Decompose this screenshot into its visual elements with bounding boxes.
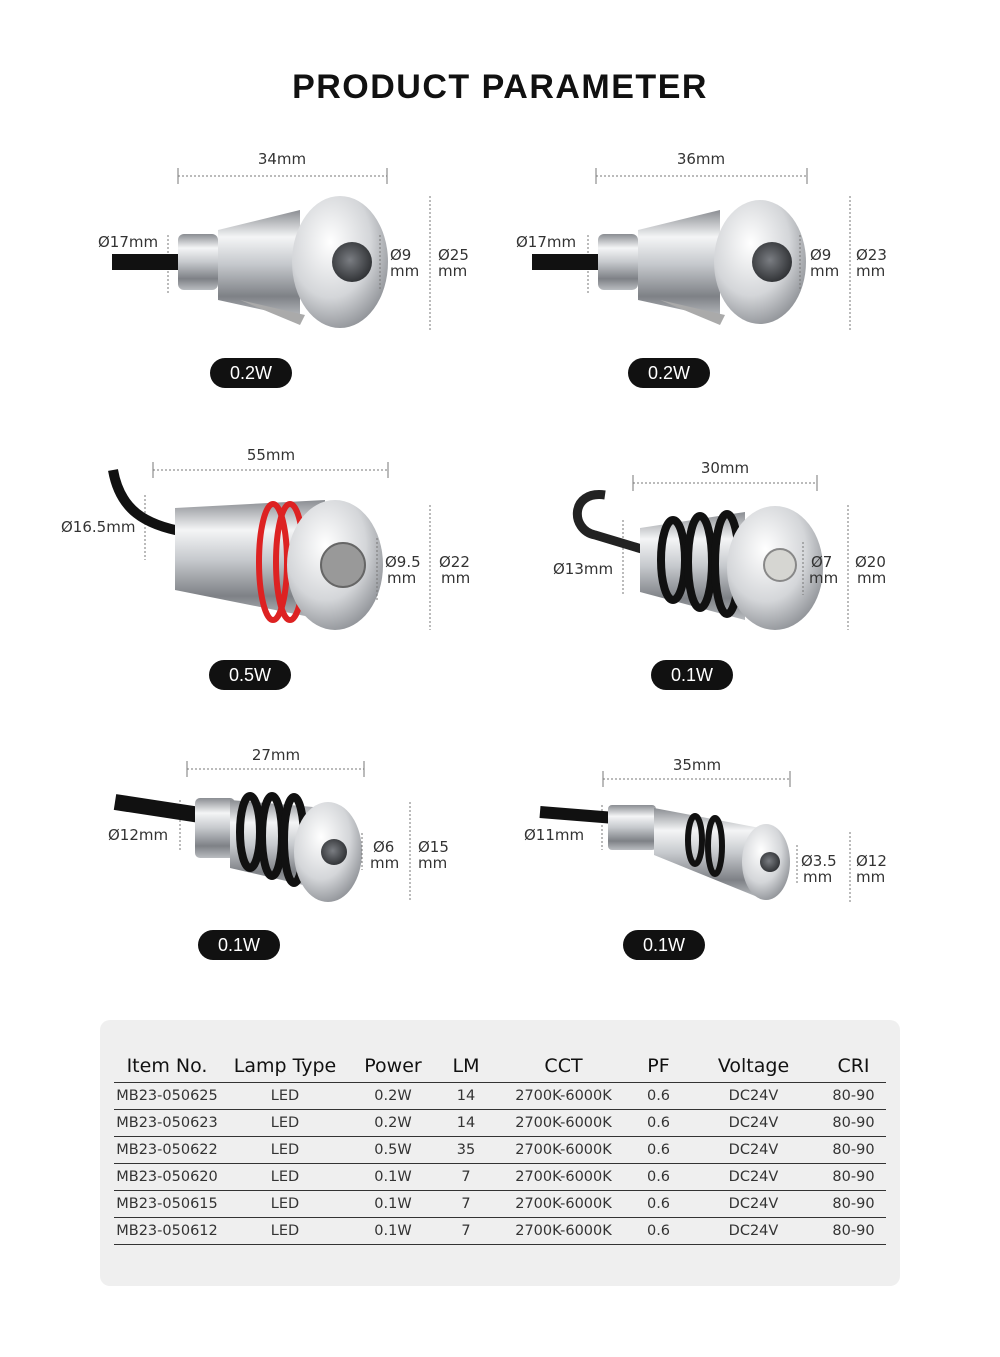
cell-cri: 80-90: [821, 1191, 886, 1218]
header-power: Power: [350, 1050, 436, 1083]
lens-dia-unit: mm: [810, 262, 840, 280]
cell-cri: 80-90: [821, 1137, 886, 1164]
header-lamp-type: Lamp Type: [220, 1050, 350, 1083]
product-panel-1: [90, 140, 510, 430]
lens: [321, 839, 347, 865]
cable: [577, 495, 645, 550]
lens-dia-value: Ø9: [390, 246, 412, 264]
header-voltage: Voltage: [686, 1050, 821, 1083]
cable: [540, 812, 615, 818]
head-dia-unit: mm: [441, 569, 471, 587]
head-dia-unit: mm: [438, 262, 468, 280]
cell-cct: 2700K-6000K: [496, 1191, 631, 1218]
product-drawing-6: [520, 750, 940, 930]
cable: [115, 802, 200, 815]
cell-lm: 7: [436, 1218, 496, 1245]
cell-voltage: DC24V: [686, 1218, 821, 1245]
lens-dia-unit: mm: [809, 569, 839, 587]
cell-pf: 0.6: [631, 1137, 686, 1164]
header-pf: PF: [631, 1050, 686, 1083]
cable: [112, 254, 182, 270]
table-row: [114, 1191, 886, 1218]
cell-voltage: DC24V: [686, 1191, 821, 1218]
gland-nut: [598, 234, 638, 290]
cell-voltage: DC24V: [686, 1083, 821, 1110]
product-drawing-1: [90, 140, 510, 340]
gland-nut: [195, 798, 235, 858]
cell-lm: 7: [436, 1191, 496, 1218]
header-cri: CRI: [821, 1050, 886, 1083]
length-label: 27mm: [251, 746, 301, 764]
head-dia-value: Ø22: [439, 553, 470, 571]
product-panel-3: [55, 440, 475, 730]
cell-power: 0.5W: [350, 1137, 436, 1164]
lens-dia-value: Ø7: [811, 553, 833, 571]
length-label: 30mm: [700, 459, 750, 477]
head-dia-unit: mm: [856, 262, 886, 280]
lens: [760, 852, 780, 872]
lens: [321, 543, 365, 587]
cell-pf: 0.6: [631, 1110, 686, 1137]
cell-cct: 2700K-6000K: [496, 1164, 631, 1191]
product-panel-2: [510, 140, 930, 430]
table-row: [114, 1218, 886, 1245]
length-label: 34mm: [257, 150, 307, 168]
gland-nut: [178, 234, 218, 290]
table-row: [114, 1083, 886, 1110]
cell-lamp-type: LED: [220, 1164, 350, 1191]
cell-lamp-type: LED: [220, 1110, 350, 1137]
power-badge-1: 0.2W: [210, 358, 292, 388]
cable-dia-label: Ø16.5mm: [61, 518, 136, 536]
cell-lm: 14: [436, 1110, 496, 1137]
power-badge-6: 0.1W: [623, 930, 705, 960]
header-lm: LM: [436, 1050, 496, 1083]
cell-voltage: DC24V: [686, 1110, 821, 1137]
head-dia-value: Ø23: [856, 246, 887, 264]
lamp-body: [218, 210, 300, 318]
head-dia-unit: mm: [857, 569, 887, 587]
product-drawing-4: [545, 450, 965, 650]
table-header-row: [114, 1050, 886, 1083]
product-panel-5: [100, 740, 520, 1030]
cell-power: 0.1W: [350, 1191, 436, 1218]
spec-table-panel: [100, 1020, 900, 1286]
header-item-no: Item No.: [114, 1050, 220, 1083]
cell-lamp-type: LED: [220, 1218, 350, 1245]
lamp-body: [638, 210, 720, 318]
head-dia-value: Ø25: [438, 246, 469, 264]
cell-cct: 2700K-6000K: [496, 1110, 631, 1137]
cell-cct: 2700K-6000K: [496, 1137, 631, 1164]
cell-voltage: DC24V: [686, 1164, 821, 1191]
cell-cri: 80-90: [821, 1218, 886, 1245]
cell-lm: 14: [436, 1083, 496, 1110]
head-dia-unit: mm: [418, 854, 448, 872]
power-badge-3: 0.5W: [209, 660, 291, 690]
product-panel-6: [520, 750, 940, 1040]
lens-dia-unit: mm: [370, 854, 400, 872]
cell-voltage: DC24V: [686, 1137, 821, 1164]
cable: [532, 254, 602, 270]
page-title: PRODUCT PARAMETER: [292, 68, 708, 106]
power-badge-4: 0.1W: [651, 660, 733, 690]
lens: [752, 242, 792, 282]
cable-dia-label: Ø11mm: [524, 826, 585, 844]
cell-pf: 0.6: [631, 1164, 686, 1191]
product-drawing-2: [510, 140, 930, 340]
cable-dia-label: Ø12mm: [108, 826, 169, 844]
product-drawing-3: [55, 440, 485, 650]
cell-cct: 2700K-6000K: [496, 1218, 631, 1245]
cell-item-no: MB23-050612: [114, 1218, 220, 1245]
lens-dia-value: Ø9: [810, 246, 832, 264]
cell-power: 0.1W: [350, 1218, 436, 1245]
power-badge-2: 0.2W: [628, 358, 710, 388]
cell-lamp-type: LED: [220, 1191, 350, 1218]
table-row: [114, 1137, 886, 1164]
cell-cri: 80-90: [821, 1164, 886, 1191]
cell-pf: 0.6: [631, 1218, 686, 1245]
cell-power: 0.2W: [350, 1110, 436, 1137]
cell-cri: 80-90: [821, 1083, 886, 1110]
cell-cct: 2700K-6000K: [496, 1083, 631, 1110]
table-row: [114, 1110, 886, 1137]
lens: [332, 242, 372, 282]
table-row: [114, 1164, 886, 1191]
gland-nut: [608, 805, 656, 850]
lens-dia-unit: mm: [387, 569, 417, 587]
product-drawing-5: [100, 740, 520, 930]
cable-dia-label: Ø17mm: [516, 233, 577, 251]
power-badge-5: 0.1W: [198, 930, 280, 960]
cell-item-no: MB23-050622: [114, 1137, 220, 1164]
cable-dia-label: Ø17mm: [98, 233, 159, 251]
spec-table: [114, 1050, 886, 1245]
cell-power: 0.1W: [350, 1164, 436, 1191]
lens-dia-value: Ø9.5: [385, 553, 421, 571]
head-dia-value: Ø15: [418, 838, 449, 856]
lens-dia-value: Ø6: [373, 838, 395, 856]
cell-pf: 0.6: [631, 1083, 686, 1110]
length-label: 35mm: [672, 756, 722, 774]
lens: [764, 549, 796, 581]
cable-dia-label: Ø13mm: [553, 560, 614, 578]
head-dia-value: Ø12: [856, 852, 887, 870]
cell-lamp-type: LED: [220, 1137, 350, 1164]
cell-pf: 0.6: [631, 1191, 686, 1218]
cell-item-no: MB23-050623: [114, 1110, 220, 1137]
length-label: 55mm: [246, 446, 296, 464]
lens-dia-unit: mm: [803, 868, 833, 886]
lens-dia-value: Ø3.5: [801, 852, 837, 870]
head-dia-unit: mm: [856, 868, 886, 886]
cell-item-no: MB23-050625: [114, 1083, 220, 1110]
cell-cri: 80-90: [821, 1110, 886, 1137]
cell-lm: 35: [436, 1137, 496, 1164]
product-panel-4: [545, 450, 965, 740]
cell-power: 0.2W: [350, 1083, 436, 1110]
length-label: 36mm: [676, 150, 726, 168]
cell-item-no: MB23-050620: [114, 1164, 220, 1191]
cell-lm: 7: [436, 1164, 496, 1191]
cell-lamp-type: LED: [220, 1083, 350, 1110]
head-dia-value: Ø20: [855, 553, 886, 571]
cell-item-no: MB23-050615: [114, 1191, 220, 1218]
header-cct: CCT: [496, 1050, 631, 1083]
lens-dia-unit: mm: [390, 262, 420, 280]
